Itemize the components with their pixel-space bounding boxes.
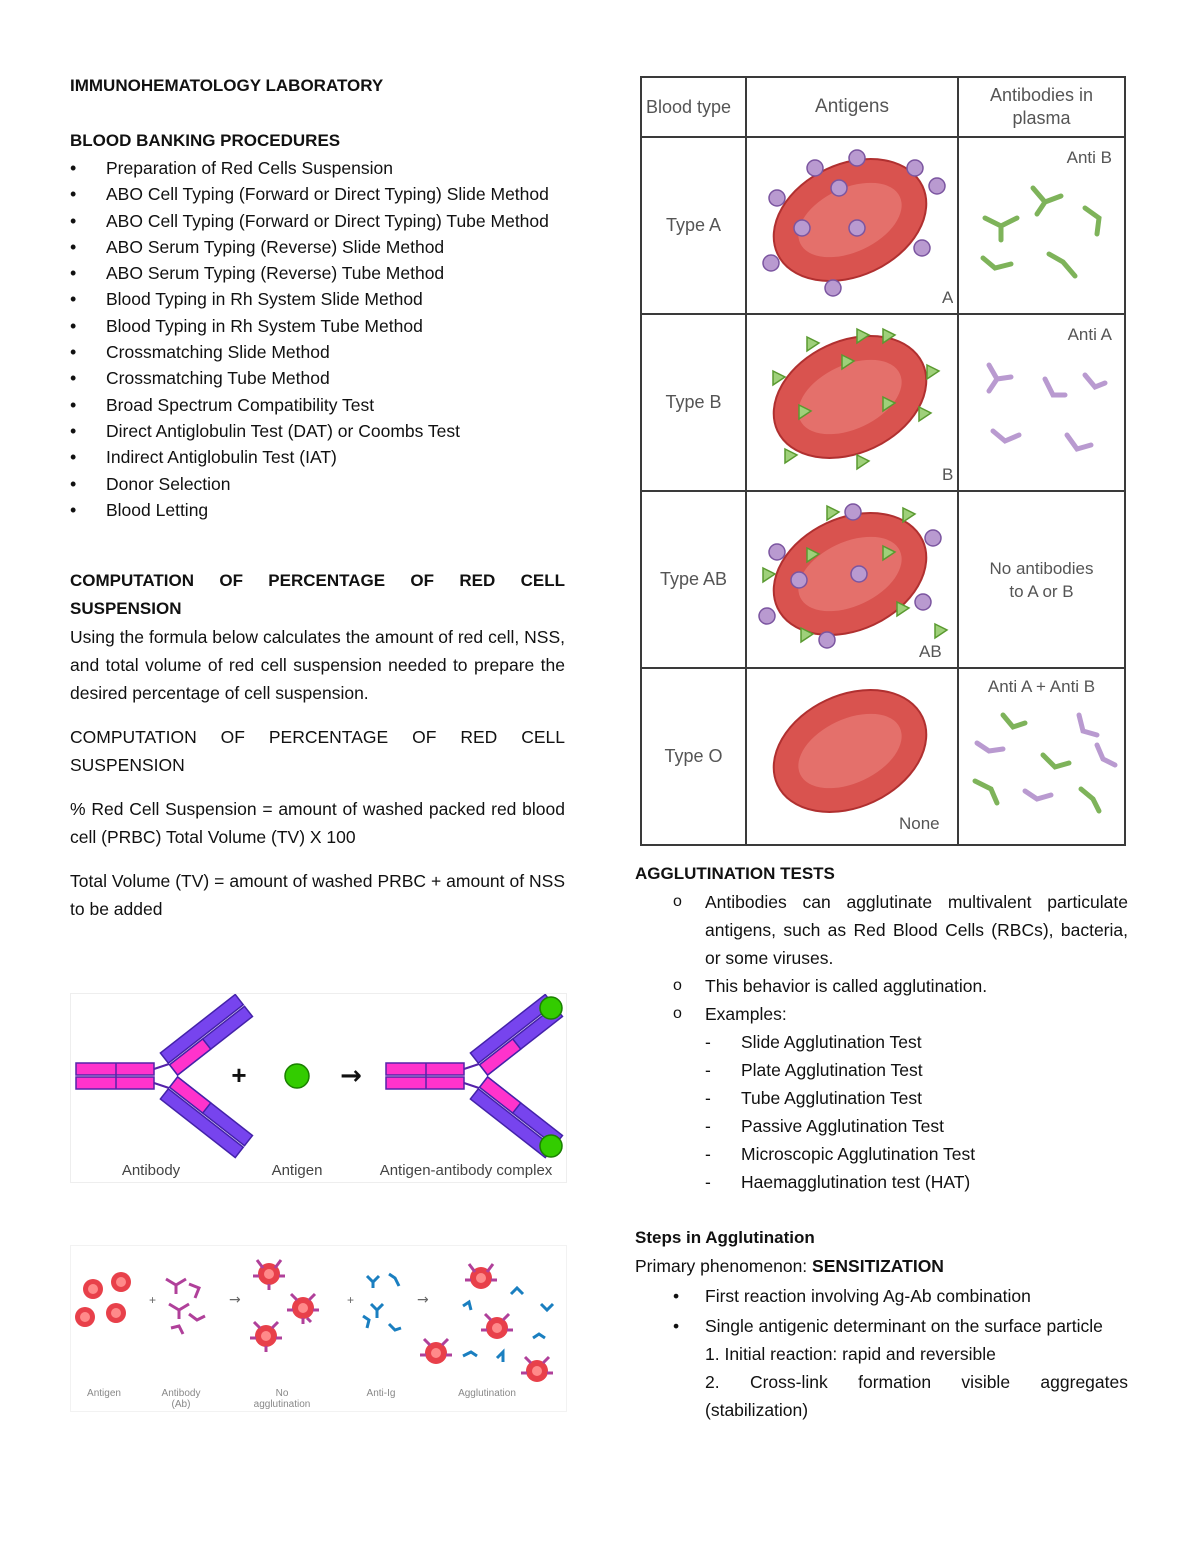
fig2-antibody-label: Antibody	[161, 1388, 201, 1399]
steps-points	[635, 1282, 1128, 1340]
list-item: • Preparation of Red Cells Suspension	[70, 155, 565, 181]
list-item: o This behavior is called agglutination.	[635, 972, 1128, 1000]
rbc-type-o-icon	[747, 669, 953, 839]
fig2-no-agg-label2: agglutination	[253, 1399, 311, 1410]
antigen-label-ab: AB	[919, 642, 942, 661]
computation-subheading	[70, 723, 565, 779]
anti-a-anti-b-icons	[963, 703, 1133, 833]
list-item: o Antibodies can agglutinate multivalent particulate antigens, such as Red Blood Cells (RBCs), bacteria, or some viruses.	[635, 888, 1128, 972]
rbc-type-a-icon	[747, 138, 953, 308]
header-antibodies: Antibodies in plasma	[958, 77, 1125, 137]
list-item: • Crossmatching Slide Method	[70, 339, 565, 365]
antigen-label-o: None	[899, 814, 940, 833]
computation-heading-line1: COMPUTATION OF PERCENTAGE OF RED CELL	[70, 571, 565, 591]
list-item: - Tube Agglutination Test	[635, 1084, 1128, 1112]
list-item: • First reaction involving Ag-Ab combination	[635, 1282, 1128, 1310]
antigen-cell-o	[746, 668, 958, 845]
antibody-label-o: Anti A + Anti B	[987, 677, 1096, 696]
rbc-type-b-icon	[747, 315, 953, 485]
list-item: - Passive Agglutination Test	[635, 1112, 1128, 1140]
fig2-agglutination-label: Agglutination	[458, 1388, 516, 1399]
antigen-cell-ab	[746, 491, 958, 668]
table-header-row	[641, 77, 1125, 137]
row-type-ab: Type AB	[641, 491, 746, 668]
antigen-cell-b	[746, 314, 958, 491]
agglutination-figure	[70, 1245, 567, 1412]
list-item: • Donor Selection	[70, 471, 565, 497]
table-row	[641, 668, 1125, 845]
blood-type-table	[640, 76, 1128, 836]
list-item: • ABO Cell Typing (Forward or Direct Typing) Tube Method	[70, 208, 565, 234]
formula-total-volume: Total Volume (TV) = amount of washed PRBC + amount of NSS to be added	[70, 871, 565, 920]
antigen-icon	[285, 1064, 309, 1088]
list-item: • ABO Cell Typing (Forward or Direct Typing) Slide Method	[70, 181, 565, 207]
antibody-label: Antibody	[121, 1162, 181, 1179]
agglutination-heading: AGGLUTINATION TESTS	[635, 864, 835, 883]
plus-sign: +	[231, 1060, 247, 1090]
list-item: • Blood Typing in Rh System Slide Method	[70, 286, 565, 312]
row-type-b: Type B	[641, 314, 746, 491]
step-1: 1. Initial reaction: rapid and reversible	[705, 1344, 996, 1364]
right-column	[635, 860, 1128, 1424]
blood-type-grid	[640, 76, 1126, 846]
fig2-anti-ig-label: Anti-Ig	[366, 1388, 396, 1399]
computation-text: Using the formula below calculates the amount of red cell, NSS, and total volume of red cell suspension needed to prepare the desired percentage of cell suspension.	[70, 627, 565, 704]
plus-sign: +	[149, 1293, 157, 1307]
list-item: - Microscopic Agglutination Test	[635, 1140, 1128, 1168]
row-type-o: Type O	[641, 668, 746, 845]
agglutination-cluster-icon	[420, 1264, 553, 1382]
list-item: - Haemagglutination test (HAT)	[635, 1168, 1128, 1196]
plus-sign: +	[347, 1293, 355, 1307]
formula-percentage: % Red Cell Suspension = amount of washed packed red blood cell (PRBC) Total Volume (TV) X 100	[70, 799, 565, 848]
list-item: - Slide Agglutination Test	[635, 1028, 1128, 1056]
primary-phenomenon	[635, 1252, 1128, 1280]
list-item: • Indirect Antiglobulin Test (IAT)	[70, 444, 565, 470]
antigen-cell-a	[746, 137, 958, 314]
anti-a-icons	[963, 355, 1133, 475]
procedures-heading: BLOOD BANKING PROCEDURES	[70, 131, 341, 150]
primary-label: Primary phenomenon:	[635, 1256, 813, 1276]
antibody-label-b: Anti A	[1067, 325, 1112, 344]
antibody-antigen-figure	[70, 993, 567, 1183]
header-blood-type: Blood type	[641, 77, 746, 137]
list-item: • Blood Typing in Rh System Tube Method	[70, 313, 565, 339]
anti-b-icons	[963, 178, 1133, 298]
primary-value: SENSITIZATION	[812, 1256, 944, 1276]
list-item: • Direct Antiglobulin Test (DAT) or Coombs Test	[70, 418, 565, 444]
complex-icon	[386, 994, 562, 1157]
fig2-no-agg-label: No	[275, 1388, 289, 1399]
anti-ig-icons	[363, 1274, 401, 1330]
row-type-a: Type A	[641, 137, 746, 314]
computation-sub-line2: SUSPENSION	[70, 755, 185, 776]
list-item: • ABO Serum Typing (Reverse) Tube Method	[70, 260, 565, 286]
computation-heading-line2: SUSPENSION	[70, 599, 182, 619]
agglutination-points	[635, 888, 1128, 1028]
antibody-label-a: Anti B	[1066, 148, 1112, 167]
computation-sub-line1: COMPUTATION OF PERCENTAGE OF RED CELL	[70, 727, 565, 748]
table-row	[641, 314, 1125, 491]
antigen-label-a: A	[942, 288, 953, 307]
list-item: • Blood Letting	[70, 497, 565, 523]
antibody-cell-a	[958, 137, 1125, 314]
list-item: - Plate Agglutination Test	[635, 1056, 1128, 1084]
antigen-label: Antigen	[271, 1162, 323, 1179]
rbc-antigen-icons	[75, 1272, 131, 1327]
list-item: • Broad Spectrum Compatibility Test	[70, 392, 565, 418]
step-2-line2: (stabilization)	[705, 1400, 809, 1420]
page-title: IMMUNOHEMATOLOGY LABORATORY	[70, 76, 384, 95]
list-item: o Examples:	[635, 1000, 1128, 1028]
fig2-antibody-label2: (Ab)	[171, 1399, 191, 1410]
steps-heading: Steps in Agglutination	[635, 1228, 815, 1247]
list-item: • Crossmatching Tube Method	[70, 365, 565, 391]
agglutination-examples	[635, 1028, 1128, 1196]
antibody-cell-b	[958, 314, 1125, 491]
rbc-type-ab-icon	[747, 492, 953, 662]
arrow-icon: →	[417, 1292, 429, 1308]
left-column	[70, 72, 565, 923]
list-item: • Single antigenic determinant on the surface particle	[635, 1312, 1128, 1340]
table-row	[641, 137, 1125, 314]
list-item: • ABO Serum Typing (Reverse) Slide Method	[70, 234, 565, 260]
arrow-icon: →	[229, 1292, 241, 1308]
fig2-antigen-label: Antigen	[87, 1388, 121, 1399]
antibody-label-ab: No antibodies to A or B	[958, 491, 1125, 668]
no-agglutination-icons	[250, 1260, 319, 1352]
antibody-cell-o	[958, 668, 1125, 845]
agglutination-diagram	[71, 1246, 566, 1411]
step-2-line1: 2. Cross-link formation visible aggregates	[705, 1372, 1128, 1392]
antibody-icons	[166, 1279, 205, 1334]
procedures-list	[70, 155, 565, 523]
complex-label: Antigen-antibody complex	[379, 1162, 553, 1179]
computation-heading	[70, 567, 565, 623]
antigen-label-b: B	[942, 465, 953, 484]
antibody-icon	[76, 994, 252, 1157]
header-antigens: Antigens	[746, 77, 958, 137]
arrow-icon: →	[340, 1061, 362, 1091]
antibody-antigen-diagram	[71, 994, 566, 1182]
table-row	[641, 491, 1125, 668]
